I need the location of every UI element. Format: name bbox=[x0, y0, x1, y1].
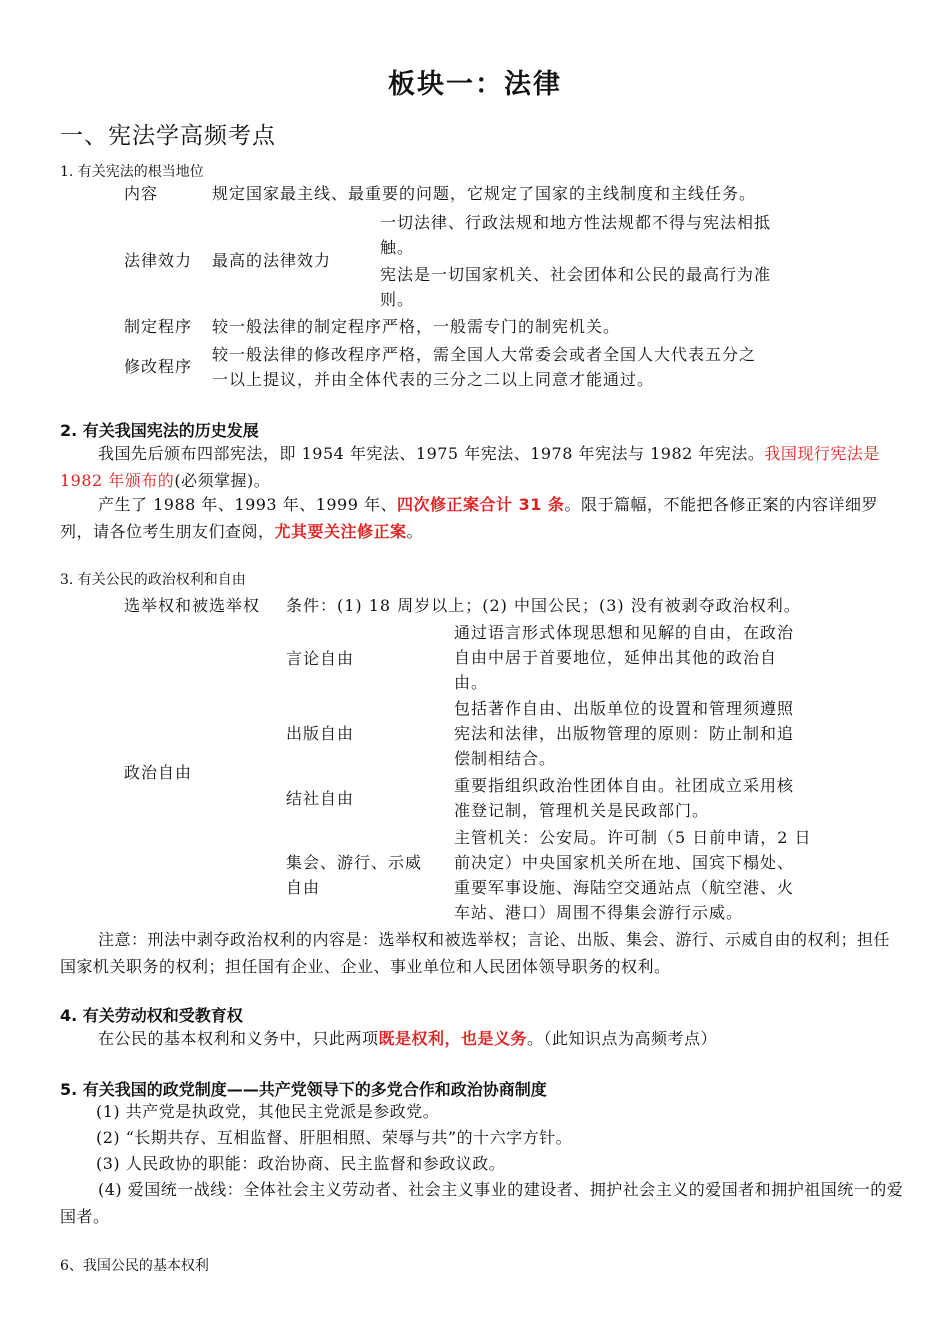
s2-paragraph-1 bbox=[60, 440, 906, 494]
s2-paragraph-2 bbox=[60, 491, 906, 545]
speech-line: 通过语言形式体现思想和见解的自由，在政治 bbox=[454, 623, 795, 642]
text: 在公民的基本权利和义务中，只此两项 bbox=[98, 1029, 379, 1048]
press-line: 偿制相结合。 bbox=[454, 749, 557, 768]
effect-label: 法律效力 bbox=[124, 251, 193, 270]
text: 。限于篇幅，不能把各修正案的内容详细罗列，请各位考生朋友们查阅， bbox=[60, 495, 878, 541]
amend-label: 修改程序 bbox=[124, 357, 193, 376]
list-item: (4) 爱国统一战线：全体社会主义劳动者、社会主义事业的建设者、拥护社会主义的爱国者和拥护祖国统一的爱国者。 bbox=[60, 1180, 904, 1226]
content-text: 规定国家最主线、最重要的问题，它规定了国家的主线制度和主线任务。 bbox=[212, 184, 757, 203]
speech-label: 言论自由 bbox=[286, 649, 355, 668]
highlight-red: 我国现行宪法是 1982 年颁布的 bbox=[60, 444, 880, 490]
speech-line: 自由中居于首要地位，延伸出其他的政治自 bbox=[454, 648, 778, 667]
s1-heading: 1. 有关宪法的根当地位 bbox=[60, 164, 204, 180]
text: 。 bbox=[406, 522, 424, 541]
effect-mid: 最高的法律效力 bbox=[212, 251, 332, 270]
s5-heading: 5. 有关我国的政党制度——共产党领导下的多党合作和政治协商制度 bbox=[60, 1080, 547, 1099]
effect-line: 一切法律、行政法规和地方性法规都不得与宪法相抵 bbox=[380, 213, 772, 232]
speech-line: 由。 bbox=[454, 673, 489, 692]
s3-heading: 3. 有关公民的政治权利和自由 bbox=[60, 572, 246, 588]
content-label: 内容 bbox=[124, 184, 159, 203]
text: (必须掌握)。 bbox=[174, 471, 271, 490]
effect-line: 则。 bbox=[380, 290, 415, 309]
assembly-label: 自由 bbox=[286, 878, 321, 897]
text: 。（此知识点为高频考点） bbox=[527, 1029, 718, 1048]
highlight-red-bold: 既是权利，也是义务 bbox=[378, 1029, 528, 1048]
press-label: 出版自由 bbox=[286, 724, 355, 743]
assoc-line: 重要指组织政治性团体自由。社团成立采用核 bbox=[454, 776, 795, 795]
list-item: (1) 共产党是执政党，其他民主党派是参政党。 bbox=[96, 1102, 440, 1121]
assembly-line: 前决定）中央国家机关所在地、国宾下榻处、 bbox=[454, 853, 795, 872]
elect-label: 选举权和被选举权 bbox=[124, 596, 261, 615]
highlight-red-bold: 四次修正案合计 31 条 bbox=[397, 495, 565, 514]
highlight-red-bold: 尤其要关注修正案 bbox=[274, 522, 407, 541]
s6-heading: 6、我国公民的基本权利 bbox=[60, 1258, 209, 1274]
assembly-line: 车站、港口）周围不得集会游行示威。 bbox=[454, 903, 744, 922]
page-title: 板块一：法律 bbox=[388, 69, 562, 100]
list-item: (3) 人民政协的职能：政治协商、民主监督和参政议政。 bbox=[96, 1154, 506, 1173]
amend-line: 较一般法律的修改程序严格，需全国人大常委会或者全国人大代表五分之 bbox=[212, 345, 757, 364]
section-heading: 一、宪法学高频考点 bbox=[60, 123, 276, 149]
s4-paragraph bbox=[60, 1025, 906, 1052]
s2-heading: 2. 有关我国宪法的历史发展 bbox=[60, 421, 259, 440]
assembly-line: 主管机关：公安局。许可制（5 日前申请，2 日 bbox=[454, 828, 812, 847]
assembly-label: 集会、游行、示威 bbox=[286, 853, 423, 872]
assembly-line: 重要军事设施、海陆空交通站点（航空港、火 bbox=[454, 878, 795, 897]
proc-text: 较一般法律的制定程序严格，一般需专门的制宪机关。 bbox=[212, 317, 621, 336]
s4-heading: 4. 有关劳动权和受教育权 bbox=[60, 1006, 243, 1025]
pol-label: 政治自由 bbox=[124, 763, 193, 782]
list-item: (2) “长期共存、互相监督、肝胆相照、荣辱与共”的十六字方针。 bbox=[96, 1128, 573, 1147]
elect-text: 条件：(1) 18 周岁以上；(2) 中国公民；(3) 没有被剥夺政治权利。 bbox=[286, 596, 801, 615]
press-line: 宪法和法律，出版物管理的原则：防止制和追 bbox=[454, 724, 795, 743]
text: 产生了 1988 年、1993 年、1999 年、 bbox=[98, 495, 398, 514]
proc-label: 制定程序 bbox=[124, 317, 193, 336]
effect-line: 宪法是一切国家机关、社会团体和公民的最高行为准 bbox=[380, 265, 772, 284]
amend-line: 一以上提议，并由全体代表的三分之二以上同意才能通过。 bbox=[212, 370, 655, 389]
effect-line: 触。 bbox=[380, 238, 415, 257]
s3-note: 注意：刑法中剥夺政治权利的内容是：选举权和被选举权；言论、出版、集会、游行、示威自由的权利；担任国家机关职务的权利；担任国有企业、企业、事业单位和人民团体领导职务的权利。 bbox=[60, 930, 891, 976]
assoc-label: 结社自由 bbox=[286, 789, 355, 808]
press-line: 包括著作自由、出版单位的设置和管理须遵照 bbox=[454, 699, 795, 718]
assoc-line: 准登记制，管理机关是民政部门。 bbox=[454, 801, 710, 820]
text: 我国先后颁布四部宪法，即 1954 年宪法、1975 年宪法、1978 年宪法与 1982 年宪法。 bbox=[98, 444, 765, 463]
